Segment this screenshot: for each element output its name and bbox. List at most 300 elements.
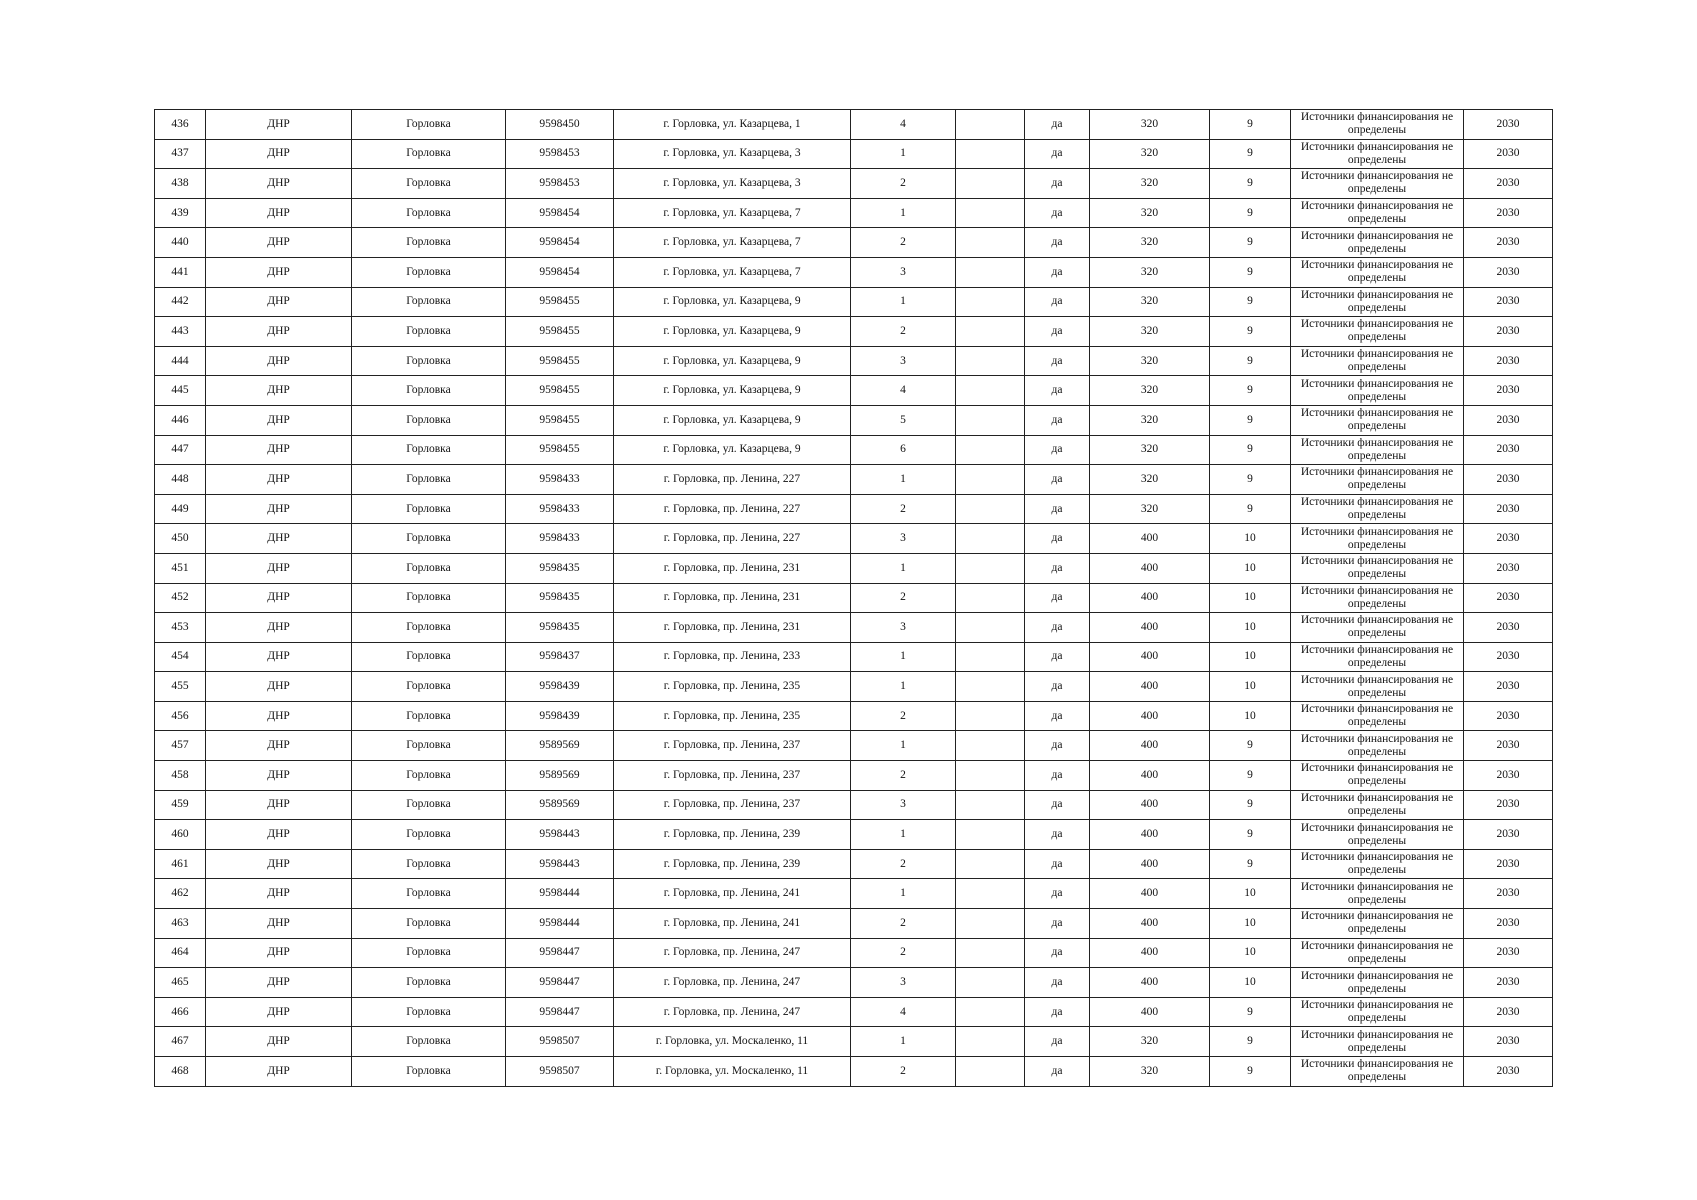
row-number-cell: 456 bbox=[155, 701, 206, 731]
table-row bbox=[155, 110, 1553, 140]
entrance-cell: 6 bbox=[851, 435, 956, 465]
row-number-cell: 436 bbox=[155, 110, 206, 140]
region-cell: ДНР bbox=[206, 169, 352, 199]
flag-cell: да bbox=[1025, 909, 1090, 939]
year-cell: 2030 bbox=[1464, 257, 1553, 287]
city-cell: Горловка bbox=[352, 790, 506, 820]
region-cell: ДНР bbox=[206, 761, 352, 791]
table-row bbox=[155, 701, 1553, 731]
table-row bbox=[155, 198, 1553, 228]
table-row bbox=[155, 613, 1553, 643]
year-cell: 2030 bbox=[1464, 761, 1553, 791]
empty-cell bbox=[956, 997, 1025, 1027]
entrance-cell: 2 bbox=[851, 317, 956, 347]
address-cell: г. Горловка, ул. Казарцева, 3 bbox=[614, 139, 851, 169]
region-cell: ДНР bbox=[206, 672, 352, 702]
table-row bbox=[155, 524, 1553, 554]
table-row bbox=[155, 494, 1553, 524]
entrance-cell: 2 bbox=[851, 169, 956, 199]
year-cell: 2030 bbox=[1464, 642, 1553, 672]
value-cell: 320 bbox=[1090, 1027, 1210, 1057]
city-cell: Горловка bbox=[352, 465, 506, 495]
count-cell: 10 bbox=[1210, 553, 1291, 583]
object-code-cell: 9598439 bbox=[506, 701, 614, 731]
flag-cell: да bbox=[1025, 1057, 1090, 1087]
city-cell: Горловка bbox=[352, 139, 506, 169]
object-code-cell: 9598437 bbox=[506, 642, 614, 672]
entrance-cell: 1 bbox=[851, 672, 956, 702]
empty-cell bbox=[956, 613, 1025, 643]
object-code-cell: 9598450 bbox=[506, 110, 614, 140]
value-cell: 400 bbox=[1090, 524, 1210, 554]
value-cell: 400 bbox=[1090, 997, 1210, 1027]
region-cell: ДНР bbox=[206, 1027, 352, 1057]
flag-cell: да bbox=[1025, 790, 1090, 820]
object-code-cell: 9598454 bbox=[506, 198, 614, 228]
entrance-cell: 1 bbox=[851, 139, 956, 169]
row-number-cell: 452 bbox=[155, 583, 206, 613]
flag-cell: да bbox=[1025, 317, 1090, 347]
row-number-cell: 457 bbox=[155, 731, 206, 761]
city-cell: Горловка bbox=[352, 405, 506, 435]
year-cell: 2030 bbox=[1464, 110, 1553, 140]
table-row bbox=[155, 909, 1553, 939]
address-cell: г. Горловка, ул. Казарцева, 7 bbox=[614, 198, 851, 228]
count-cell: 9 bbox=[1210, 317, 1291, 347]
object-code-cell: 9598455 bbox=[506, 435, 614, 465]
funding-source-cell: Источники финансирования не определены bbox=[1291, 968, 1464, 998]
empty-cell bbox=[956, 790, 1025, 820]
row-number-cell: 462 bbox=[155, 879, 206, 909]
empty-cell bbox=[956, 672, 1025, 702]
row-number-cell: 445 bbox=[155, 376, 206, 406]
object-code-cell: 9589569 bbox=[506, 790, 614, 820]
flag-cell: да bbox=[1025, 139, 1090, 169]
region-cell: ДНР bbox=[206, 257, 352, 287]
year-cell: 2030 bbox=[1464, 1027, 1553, 1057]
funding-source-cell: Источники финансирования не определены bbox=[1291, 583, 1464, 613]
address-cell: г. Горловка, пр. Ленина, 247 bbox=[614, 997, 851, 1027]
region-cell: ДНР bbox=[206, 435, 352, 465]
entrance-cell: 1 bbox=[851, 820, 956, 850]
year-cell: 2030 bbox=[1464, 317, 1553, 347]
table-row bbox=[155, 376, 1553, 406]
flag-cell: да bbox=[1025, 494, 1090, 524]
value-cell: 320 bbox=[1090, 465, 1210, 495]
flag-cell: да bbox=[1025, 672, 1090, 702]
object-code-cell: 9598507 bbox=[506, 1027, 614, 1057]
address-cell: г. Горловка, ул. Казарцева, 9 bbox=[614, 405, 851, 435]
funding-source-cell: Источники финансирования не определены bbox=[1291, 879, 1464, 909]
funding-source-cell: Источники финансирования не определены bbox=[1291, 198, 1464, 228]
flag-cell: да bbox=[1025, 198, 1090, 228]
region-cell: ДНР bbox=[206, 110, 352, 140]
count-cell: 9 bbox=[1210, 435, 1291, 465]
region-cell: ДНР bbox=[206, 465, 352, 495]
funding-source-cell: Источники финансирования не определены bbox=[1291, 1057, 1464, 1087]
flag-cell: да bbox=[1025, 346, 1090, 376]
row-number-cell: 467 bbox=[155, 1027, 206, 1057]
count-cell: 10 bbox=[1210, 642, 1291, 672]
entrance-cell: 3 bbox=[851, 346, 956, 376]
row-number-cell: 459 bbox=[155, 790, 206, 820]
region-cell: ДНР bbox=[206, 1057, 352, 1087]
row-number-cell: 448 bbox=[155, 465, 206, 495]
empty-cell bbox=[956, 494, 1025, 524]
year-cell: 2030 bbox=[1464, 169, 1553, 199]
funding-source-cell: Источники финансирования не определены bbox=[1291, 169, 1464, 199]
year-cell: 2030 bbox=[1464, 820, 1553, 850]
table-row bbox=[155, 642, 1553, 672]
count-cell: 9 bbox=[1210, 731, 1291, 761]
value-cell: 400 bbox=[1090, 672, 1210, 702]
region-cell: ДНР bbox=[206, 731, 352, 761]
object-code-cell: 9598454 bbox=[506, 257, 614, 287]
year-cell: 2030 bbox=[1464, 909, 1553, 939]
row-number-cell: 439 bbox=[155, 198, 206, 228]
value-cell: 400 bbox=[1090, 968, 1210, 998]
count-cell: 9 bbox=[1210, 761, 1291, 791]
count-cell: 9 bbox=[1210, 287, 1291, 317]
row-number-cell: 454 bbox=[155, 642, 206, 672]
value-cell: 320 bbox=[1090, 139, 1210, 169]
city-cell: Горловка bbox=[352, 642, 506, 672]
city-cell: Горловка bbox=[352, 376, 506, 406]
row-number-cell: 444 bbox=[155, 346, 206, 376]
object-code-cell: 9598444 bbox=[506, 909, 614, 939]
year-cell: 2030 bbox=[1464, 613, 1553, 643]
value-cell: 320 bbox=[1090, 169, 1210, 199]
object-code-cell: 9598507 bbox=[506, 1057, 614, 1087]
object-code-cell: 9598447 bbox=[506, 968, 614, 998]
value-cell: 400 bbox=[1090, 938, 1210, 968]
value-cell: 320 bbox=[1090, 494, 1210, 524]
funding-source-cell: Источники финансирования не определены bbox=[1291, 1027, 1464, 1057]
count-cell: 10 bbox=[1210, 524, 1291, 554]
address-cell: г. Горловка, пр. Ленина, 237 bbox=[614, 790, 851, 820]
row-number-cell: 453 bbox=[155, 613, 206, 643]
flag-cell: да bbox=[1025, 701, 1090, 731]
count-cell: 9 bbox=[1210, 820, 1291, 850]
year-cell: 2030 bbox=[1464, 672, 1553, 702]
table-row bbox=[155, 553, 1553, 583]
year-cell: 2030 bbox=[1464, 494, 1553, 524]
address-cell: г. Горловка, ул. Москаленко, 11 bbox=[614, 1027, 851, 1057]
entrance-cell: 3 bbox=[851, 613, 956, 643]
value-cell: 400 bbox=[1090, 879, 1210, 909]
object-code-cell: 9598444 bbox=[506, 879, 614, 909]
row-number-cell: 450 bbox=[155, 524, 206, 554]
city-cell: Горловка bbox=[352, 435, 506, 465]
count-cell: 10 bbox=[1210, 938, 1291, 968]
empty-cell bbox=[956, 820, 1025, 850]
funding-source-cell: Источники финансирования не определены bbox=[1291, 346, 1464, 376]
object-code-cell: 9598447 bbox=[506, 997, 614, 1027]
table-row bbox=[155, 257, 1553, 287]
object-code-cell: 9598443 bbox=[506, 849, 614, 879]
table-row bbox=[155, 879, 1553, 909]
funding-source-cell: Источники финансирования не определены bbox=[1291, 997, 1464, 1027]
year-cell: 2030 bbox=[1464, 849, 1553, 879]
empty-cell bbox=[956, 909, 1025, 939]
year-cell: 2030 bbox=[1464, 731, 1553, 761]
funding-source-cell: Источники финансирования не определены bbox=[1291, 672, 1464, 702]
table-row bbox=[155, 228, 1553, 258]
value-cell: 320 bbox=[1090, 435, 1210, 465]
flag-cell: да bbox=[1025, 465, 1090, 495]
region-cell: ДНР bbox=[206, 968, 352, 998]
table-row bbox=[155, 405, 1553, 435]
value-cell: 320 bbox=[1090, 198, 1210, 228]
empty-cell bbox=[956, 524, 1025, 554]
table-row bbox=[155, 435, 1553, 465]
flag-cell: да bbox=[1025, 110, 1090, 140]
value-cell: 400 bbox=[1090, 849, 1210, 879]
city-cell: Горловка bbox=[352, 938, 506, 968]
count-cell: 9 bbox=[1210, 139, 1291, 169]
empty-cell bbox=[956, 701, 1025, 731]
object-code-cell: 9598455 bbox=[506, 405, 614, 435]
object-code-cell: 9598439 bbox=[506, 672, 614, 702]
entrance-cell: 4 bbox=[851, 110, 956, 140]
empty-cell bbox=[956, 731, 1025, 761]
funding-source-cell: Источники финансирования не определены bbox=[1291, 731, 1464, 761]
funding-source-cell: Источники финансирования не определены bbox=[1291, 553, 1464, 583]
entrance-cell: 2 bbox=[851, 583, 956, 613]
region-cell: ДНР bbox=[206, 553, 352, 583]
count-cell: 9 bbox=[1210, 849, 1291, 879]
city-cell: Горловка bbox=[352, 761, 506, 791]
count-cell: 9 bbox=[1210, 110, 1291, 140]
value-cell: 400 bbox=[1090, 909, 1210, 939]
value-cell: 320 bbox=[1090, 228, 1210, 258]
count-cell: 9 bbox=[1210, 465, 1291, 495]
count-cell: 9 bbox=[1210, 228, 1291, 258]
city-cell: Горловка bbox=[352, 613, 506, 643]
object-code-cell: 9598435 bbox=[506, 613, 614, 643]
empty-cell bbox=[956, 968, 1025, 998]
address-cell: г. Горловка, пр. Ленина, 227 bbox=[614, 524, 851, 554]
object-code-cell: 9589569 bbox=[506, 761, 614, 791]
row-number-cell: 449 bbox=[155, 494, 206, 524]
entrance-cell: 4 bbox=[851, 376, 956, 406]
value-cell: 400 bbox=[1090, 553, 1210, 583]
city-cell: Горловка bbox=[352, 287, 506, 317]
count-cell: 10 bbox=[1210, 583, 1291, 613]
year-cell: 2030 bbox=[1464, 524, 1553, 554]
entrance-cell: 1 bbox=[851, 465, 956, 495]
address-cell: г. Горловка, ул. Казарцева, 9 bbox=[614, 317, 851, 347]
object-code-cell: 9598447 bbox=[506, 938, 614, 968]
table-row bbox=[155, 997, 1553, 1027]
entrance-cell: 1 bbox=[851, 731, 956, 761]
city-cell: Горловка bbox=[352, 257, 506, 287]
city-cell: Горловка bbox=[352, 909, 506, 939]
count-cell: 9 bbox=[1210, 257, 1291, 287]
value-cell: 400 bbox=[1090, 761, 1210, 791]
address-cell: г. Горловка, пр. Ленина, 241 bbox=[614, 909, 851, 939]
table-row bbox=[155, 672, 1553, 702]
city-cell: Горловка bbox=[352, 228, 506, 258]
object-code-cell: 9598455 bbox=[506, 346, 614, 376]
year-cell: 2030 bbox=[1464, 405, 1553, 435]
table-row bbox=[155, 820, 1553, 850]
empty-cell bbox=[956, 257, 1025, 287]
flag-cell: да bbox=[1025, 820, 1090, 850]
empty-cell bbox=[956, 1057, 1025, 1087]
entrance-cell: 2 bbox=[851, 849, 956, 879]
table-row bbox=[155, 761, 1553, 791]
funding-source-cell: Источники финансирования не определены bbox=[1291, 909, 1464, 939]
entrance-cell: 3 bbox=[851, 257, 956, 287]
flag-cell: да bbox=[1025, 731, 1090, 761]
year-cell: 2030 bbox=[1464, 139, 1553, 169]
region-cell: ДНР bbox=[206, 139, 352, 169]
address-cell: г. Горловка, пр. Ленина, 247 bbox=[614, 938, 851, 968]
row-number-cell: 464 bbox=[155, 938, 206, 968]
value-cell: 400 bbox=[1090, 701, 1210, 731]
registry-table bbox=[154, 109, 1553, 1087]
empty-cell bbox=[956, 110, 1025, 140]
count-cell: 9 bbox=[1210, 198, 1291, 228]
entrance-cell: 2 bbox=[851, 228, 956, 258]
entrance-cell: 2 bbox=[851, 761, 956, 791]
region-cell: ДНР bbox=[206, 198, 352, 228]
row-number-cell: 446 bbox=[155, 405, 206, 435]
city-cell: Горловка bbox=[352, 997, 506, 1027]
year-cell: 2030 bbox=[1464, 790, 1553, 820]
region-cell: ДНР bbox=[206, 405, 352, 435]
flag-cell: да bbox=[1025, 968, 1090, 998]
row-number-cell: 465 bbox=[155, 968, 206, 998]
city-cell: Горловка bbox=[352, 583, 506, 613]
funding-source-cell: Источники финансирования не определены bbox=[1291, 287, 1464, 317]
object-code-cell: 9598455 bbox=[506, 317, 614, 347]
row-number-cell: 458 bbox=[155, 761, 206, 791]
address-cell: г. Горловка, ул. Москаленко, 11 bbox=[614, 1057, 851, 1087]
count-cell: 10 bbox=[1210, 701, 1291, 731]
year-cell: 2030 bbox=[1464, 376, 1553, 406]
row-number-cell: 441 bbox=[155, 257, 206, 287]
flag-cell: да bbox=[1025, 613, 1090, 643]
flag-cell: да bbox=[1025, 1027, 1090, 1057]
value-cell: 320 bbox=[1090, 346, 1210, 376]
table-row bbox=[155, 317, 1553, 347]
row-number-cell: 443 bbox=[155, 317, 206, 347]
value-cell: 320 bbox=[1090, 376, 1210, 406]
funding-source-cell: Источники финансирования не определены bbox=[1291, 139, 1464, 169]
row-number-cell: 461 bbox=[155, 849, 206, 879]
region-cell: ДНР bbox=[206, 879, 352, 909]
table-row bbox=[155, 139, 1553, 169]
address-cell: г. Горловка, пр. Ленина, 237 bbox=[614, 731, 851, 761]
entrance-cell: 1 bbox=[851, 642, 956, 672]
city-cell: Горловка bbox=[352, 110, 506, 140]
funding-source-cell: Источники финансирования не определены bbox=[1291, 405, 1464, 435]
entrance-cell: 5 bbox=[851, 405, 956, 435]
entrance-cell: 1 bbox=[851, 198, 956, 228]
city-cell: Горловка bbox=[352, 820, 506, 850]
entrance-cell: 1 bbox=[851, 879, 956, 909]
table-row bbox=[155, 790, 1553, 820]
address-cell: г. Горловка, ул. Казарцева, 9 bbox=[614, 376, 851, 406]
year-cell: 2030 bbox=[1464, 583, 1553, 613]
row-number-cell: 451 bbox=[155, 553, 206, 583]
address-cell: г. Горловка, пр. Ленина, 227 bbox=[614, 465, 851, 495]
table-row bbox=[155, 938, 1553, 968]
address-cell: г. Горловка, пр. Ленина, 237 bbox=[614, 761, 851, 791]
city-cell: Горловка bbox=[352, 169, 506, 199]
city-cell: Горловка bbox=[352, 524, 506, 554]
object-code-cell: 9598433 bbox=[506, 524, 614, 554]
value-cell: 320 bbox=[1090, 405, 1210, 435]
entrance-cell: 3 bbox=[851, 790, 956, 820]
entrance-cell: 1 bbox=[851, 287, 956, 317]
table-row bbox=[155, 1057, 1553, 1087]
city-cell: Горловка bbox=[352, 879, 506, 909]
funding-source-cell: Источники финансирования не определены bbox=[1291, 642, 1464, 672]
value-cell: 320 bbox=[1090, 287, 1210, 317]
value-cell: 400 bbox=[1090, 583, 1210, 613]
table-row bbox=[155, 287, 1553, 317]
table-row bbox=[155, 465, 1553, 495]
empty-cell bbox=[956, 465, 1025, 495]
region-cell: ДНР bbox=[206, 494, 352, 524]
value-cell: 400 bbox=[1090, 790, 1210, 820]
flag-cell: да bbox=[1025, 257, 1090, 287]
value-cell: 400 bbox=[1090, 820, 1210, 850]
year-cell: 2030 bbox=[1464, 198, 1553, 228]
address-cell: г. Горловка, пр. Ленина, 239 bbox=[614, 820, 851, 850]
funding-source-cell: Источники финансирования не определены bbox=[1291, 820, 1464, 850]
region-cell: ДНР bbox=[206, 583, 352, 613]
address-cell: г. Горловка, ул. Казарцева, 7 bbox=[614, 257, 851, 287]
row-number-cell: 460 bbox=[155, 820, 206, 850]
city-cell: Горловка bbox=[352, 849, 506, 879]
region-cell: ДНР bbox=[206, 642, 352, 672]
year-cell: 2030 bbox=[1464, 287, 1553, 317]
address-cell: г. Горловка, пр. Ленина, 241 bbox=[614, 879, 851, 909]
flag-cell: да bbox=[1025, 849, 1090, 879]
flag-cell: да bbox=[1025, 169, 1090, 199]
city-cell: Горловка bbox=[352, 701, 506, 731]
flag-cell: да bbox=[1025, 642, 1090, 672]
count-cell: 10 bbox=[1210, 968, 1291, 998]
object-code-cell: 9598435 bbox=[506, 583, 614, 613]
empty-cell bbox=[956, 938, 1025, 968]
empty-cell bbox=[956, 346, 1025, 376]
row-number-cell: 437 bbox=[155, 139, 206, 169]
address-cell: г. Горловка, пр. Ленина, 239 bbox=[614, 849, 851, 879]
flag-cell: да bbox=[1025, 435, 1090, 465]
funding-source-cell: Источники финансирования не определены bbox=[1291, 849, 1464, 879]
funding-source-cell: Источники финансирования не определены bbox=[1291, 228, 1464, 258]
funding-source-cell: Источники финансирования не определены bbox=[1291, 524, 1464, 554]
empty-cell bbox=[956, 287, 1025, 317]
row-number-cell: 463 bbox=[155, 909, 206, 939]
funding-source-cell: Источники финансирования не определены bbox=[1291, 465, 1464, 495]
region-cell: ДНР bbox=[206, 909, 352, 939]
entrance-cell: 3 bbox=[851, 968, 956, 998]
value-cell: 320 bbox=[1090, 257, 1210, 287]
region-cell: ДНР bbox=[206, 287, 352, 317]
flag-cell: да bbox=[1025, 553, 1090, 583]
funding-source-cell: Источники финансирования не определены bbox=[1291, 938, 1464, 968]
city-cell: Горловка bbox=[352, 1027, 506, 1057]
region-cell: ДНР bbox=[206, 790, 352, 820]
table-row bbox=[155, 849, 1553, 879]
funding-source-cell: Источники финансирования не определены bbox=[1291, 494, 1464, 524]
